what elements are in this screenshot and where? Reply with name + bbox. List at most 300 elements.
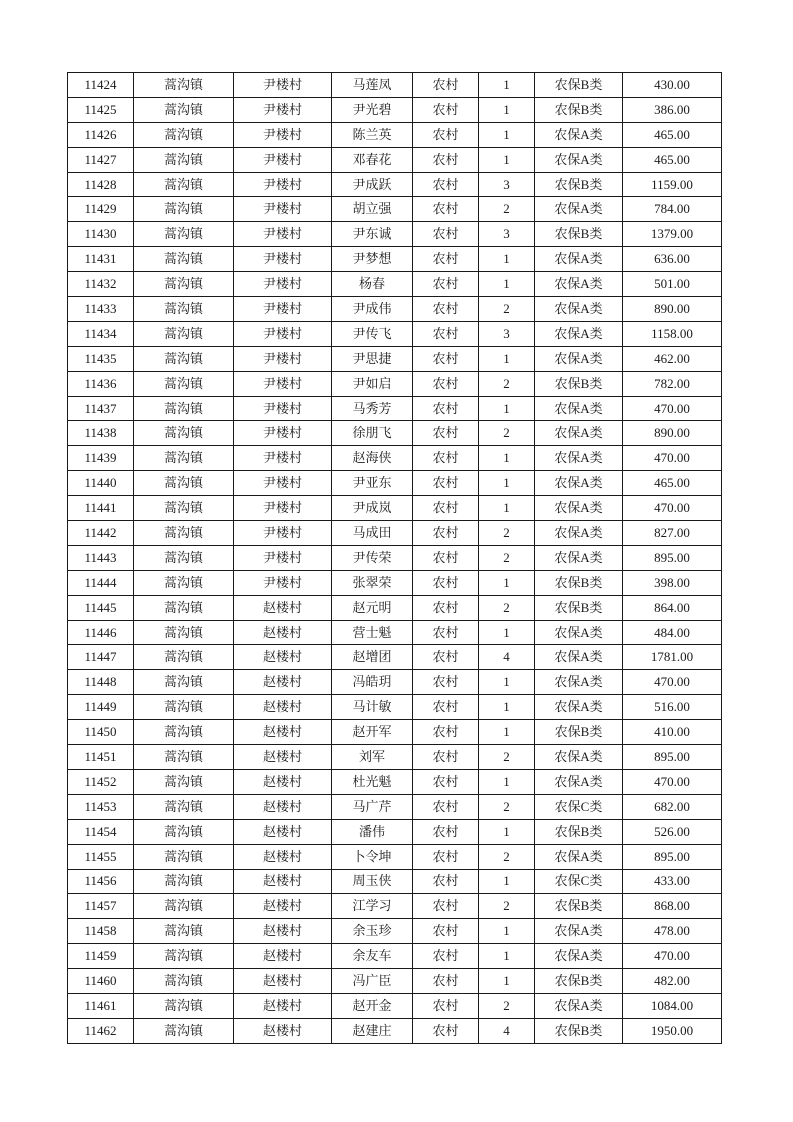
cell-village: 尹楼村 — [234, 122, 332, 147]
cell-insurance-category: 农保B类 — [535, 819, 623, 844]
cell-serial-number: 11437 — [68, 396, 134, 421]
cell-residence-type: 农村 — [413, 321, 479, 346]
cell-household-count: 1 — [479, 272, 535, 297]
cell-residence-type: 农村 — [413, 521, 479, 546]
cell-person-name: 潘伟 — [332, 819, 413, 844]
cell-household-count: 1 — [479, 122, 535, 147]
cell-village: 尹楼村 — [234, 446, 332, 471]
cell-insurance-category: 农保C类 — [535, 869, 623, 894]
cell-person-name: 徐朋飞 — [332, 421, 413, 446]
cell-person-name: 周玉侠 — [332, 869, 413, 894]
cell-town: 蒿沟镇 — [134, 545, 234, 570]
cell-serial-number: 11433 — [68, 297, 134, 322]
cell-household-count: 3 — [479, 172, 535, 197]
cell-town: 蒿沟镇 — [134, 122, 234, 147]
cell-town: 蒿沟镇 — [134, 869, 234, 894]
table-row — [68, 1018, 722, 1043]
cell-residence-type: 农村 — [413, 794, 479, 819]
cell-residence-type: 农村 — [413, 147, 479, 172]
cell-serial-number: 11436 — [68, 371, 134, 396]
cell-village: 赵楼村 — [234, 844, 332, 869]
table-row — [68, 570, 722, 595]
cell-person-name: 杨春 — [332, 272, 413, 297]
cell-village: 尹楼村 — [234, 272, 332, 297]
cell-person-name: 尹传荣 — [332, 545, 413, 570]
cell-serial-number: 11435 — [68, 346, 134, 371]
table-row — [68, 894, 722, 919]
table-row — [68, 620, 722, 645]
cell-amount: 465.00 — [623, 471, 722, 496]
cell-serial-number: 11458 — [68, 919, 134, 944]
cell-person-name: 尹成伟 — [332, 297, 413, 322]
cell-person-name: 马秀芳 — [332, 396, 413, 421]
cell-amount: 1950.00 — [623, 1018, 722, 1043]
table-row — [68, 197, 722, 222]
cell-insurance-category: 农保A类 — [535, 446, 623, 471]
cell-household-count: 1 — [479, 620, 535, 645]
cell-serial-number: 11427 — [68, 147, 134, 172]
cell-amount: 470.00 — [623, 769, 722, 794]
table-row — [68, 321, 722, 346]
cell-insurance-category: 农保B类 — [535, 222, 623, 247]
cell-serial-number: 11440 — [68, 471, 134, 496]
cell-person-name: 马广芹 — [332, 794, 413, 819]
cell-town: 蒿沟镇 — [134, 1018, 234, 1043]
cell-amount: 470.00 — [623, 944, 722, 969]
cell-insurance-category: 农保B类 — [535, 720, 623, 745]
cell-residence-type: 农村 — [413, 844, 479, 869]
cell-person-name: 胡立强 — [332, 197, 413, 222]
cell-town: 蒿沟镇 — [134, 471, 234, 496]
cell-household-count: 1 — [479, 446, 535, 471]
table-row — [68, 695, 722, 720]
cell-village: 尹楼村 — [234, 570, 332, 595]
cell-insurance-category: 农保B类 — [535, 1018, 623, 1043]
cell-household-count: 3 — [479, 222, 535, 247]
cell-insurance-category: 农保C类 — [535, 794, 623, 819]
table-row — [68, 471, 722, 496]
cell-residence-type: 农村 — [413, 869, 479, 894]
cell-town: 蒿沟镇 — [134, 297, 234, 322]
cell-household-count: 2 — [479, 297, 535, 322]
cell-town: 蒿沟镇 — [134, 670, 234, 695]
cell-person-name: 马成田 — [332, 521, 413, 546]
cell-town: 蒿沟镇 — [134, 73, 234, 98]
cell-amount: 516.00 — [623, 695, 722, 720]
cell-person-name: 杜光魁 — [332, 769, 413, 794]
cell-serial-number: 11425 — [68, 97, 134, 122]
cell-town: 蒿沟镇 — [134, 595, 234, 620]
cell-town: 蒿沟镇 — [134, 172, 234, 197]
cell-amount: 386.00 — [623, 97, 722, 122]
cell-village: 尹楼村 — [234, 197, 332, 222]
cell-insurance-category: 农保A类 — [535, 297, 623, 322]
cell-insurance-category: 农保B类 — [535, 371, 623, 396]
cell-village: 赵楼村 — [234, 620, 332, 645]
cell-town: 蒿沟镇 — [134, 794, 234, 819]
cell-amount: 890.00 — [623, 297, 722, 322]
cell-insurance-category: 农保B类 — [535, 570, 623, 595]
cell-amount: 470.00 — [623, 670, 722, 695]
cell-household-count: 2 — [479, 745, 535, 770]
cell-person-name: 尹光碧 — [332, 97, 413, 122]
cell-serial-number: 11454 — [68, 819, 134, 844]
cell-household-count: 2 — [479, 993, 535, 1018]
cell-residence-type: 农村 — [413, 769, 479, 794]
cell-village: 尹楼村 — [234, 247, 332, 272]
cell-person-name: 邓春花 — [332, 147, 413, 172]
cell-village: 赵楼村 — [234, 670, 332, 695]
table-row — [68, 521, 722, 546]
cell-serial-number: 11450 — [68, 720, 134, 745]
cell-town: 蒿沟镇 — [134, 695, 234, 720]
cell-person-name: 余玉珍 — [332, 919, 413, 944]
cell-residence-type: 农村 — [413, 745, 479, 770]
cell-household-count: 2 — [479, 595, 535, 620]
cell-insurance-category: 农保A类 — [535, 272, 623, 297]
table-row — [68, 396, 722, 421]
table-row — [68, 496, 722, 521]
cell-residence-type: 农村 — [413, 371, 479, 396]
cell-village: 尹楼村 — [234, 421, 332, 446]
cell-person-name: 赵开金 — [332, 993, 413, 1018]
cell-serial-number: 11441 — [68, 496, 134, 521]
cell-serial-number: 11462 — [68, 1018, 134, 1043]
cell-amount: 895.00 — [623, 745, 722, 770]
cell-insurance-category: 农保A类 — [535, 147, 623, 172]
cell-village: 赵楼村 — [234, 645, 332, 670]
cell-residence-type: 农村 — [413, 272, 479, 297]
cell-town: 蒿沟镇 — [134, 396, 234, 421]
cell-town: 蒿沟镇 — [134, 371, 234, 396]
cell-amount: 398.00 — [623, 570, 722, 595]
cell-insurance-category: 农保A类 — [535, 944, 623, 969]
cell-town: 蒿沟镇 — [134, 993, 234, 1018]
cell-town: 蒿沟镇 — [134, 496, 234, 521]
cell-residence-type: 农村 — [413, 1018, 479, 1043]
cell-insurance-category: 农保A类 — [535, 521, 623, 546]
cell-serial-number: 11442 — [68, 521, 134, 546]
cell-village: 赵楼村 — [234, 969, 332, 994]
cell-person-name: 马莲凤 — [332, 73, 413, 98]
cell-serial-number: 11449 — [68, 695, 134, 720]
cell-insurance-category: 农保A类 — [535, 919, 623, 944]
cell-serial-number: 11429 — [68, 197, 134, 222]
table-row — [68, 969, 722, 994]
cell-village: 赵楼村 — [234, 919, 332, 944]
cell-amount: 1781.00 — [623, 645, 722, 670]
cell-insurance-category: 农保A类 — [535, 247, 623, 272]
cell-residence-type: 农村 — [413, 297, 479, 322]
cell-village: 尹楼村 — [234, 521, 332, 546]
cell-amount: 784.00 — [623, 197, 722, 222]
cell-amount: 430.00 — [623, 73, 722, 98]
cell-village: 尹楼村 — [234, 172, 332, 197]
cell-town: 蒿沟镇 — [134, 769, 234, 794]
cell-serial-number: 11453 — [68, 794, 134, 819]
cell-residence-type: 农村 — [413, 620, 479, 645]
cell-person-name: 尹成跃 — [332, 172, 413, 197]
cell-village: 尹楼村 — [234, 545, 332, 570]
table-row — [68, 371, 722, 396]
cell-person-name: 赵元明 — [332, 595, 413, 620]
cell-amount: 868.00 — [623, 894, 722, 919]
cell-serial-number: 11456 — [68, 869, 134, 894]
cell-serial-number: 11426 — [68, 122, 134, 147]
table-row — [68, 122, 722, 147]
cell-serial-number: 11460 — [68, 969, 134, 994]
cell-insurance-category: 农保A类 — [535, 769, 623, 794]
cell-household-count: 1 — [479, 819, 535, 844]
cell-residence-type: 农村 — [413, 172, 479, 197]
cell-serial-number: 11457 — [68, 894, 134, 919]
table-row — [68, 147, 722, 172]
cell-residence-type: 农村 — [413, 695, 479, 720]
cell-residence-type: 农村 — [413, 595, 479, 620]
cell-amount: 470.00 — [623, 446, 722, 471]
cell-residence-type: 农村 — [413, 819, 479, 844]
cell-serial-number: 11424 — [68, 73, 134, 98]
cell-residence-type: 农村 — [413, 545, 479, 570]
cell-town: 蒿沟镇 — [134, 969, 234, 994]
cell-residence-type: 农村 — [413, 670, 479, 695]
cell-person-name: 张翠荣 — [332, 570, 413, 595]
cell-serial-number: 11448 — [68, 670, 134, 695]
cell-insurance-category: 农保A类 — [535, 745, 623, 770]
cell-village: 赵楼村 — [234, 720, 332, 745]
table-row — [68, 272, 722, 297]
cell-amount: 636.00 — [623, 247, 722, 272]
cell-residence-type: 农村 — [413, 73, 479, 98]
table-row — [68, 993, 722, 1018]
cell-household-count: 1 — [479, 944, 535, 969]
cell-household-count: 1 — [479, 471, 535, 496]
cell-household-count: 1 — [479, 396, 535, 421]
cell-person-name: 马计敏 — [332, 695, 413, 720]
table-row — [68, 222, 722, 247]
cell-village: 赵楼村 — [234, 695, 332, 720]
cell-amount: 470.00 — [623, 396, 722, 421]
cell-insurance-category: 农保A类 — [535, 421, 623, 446]
cell-residence-type: 农村 — [413, 247, 479, 272]
table-row — [68, 346, 722, 371]
cell-household-count: 2 — [479, 844, 535, 869]
cell-insurance-category: 农保B类 — [535, 172, 623, 197]
cell-town: 蒿沟镇 — [134, 894, 234, 919]
cell-serial-number: 11443 — [68, 545, 134, 570]
cell-residence-type: 农村 — [413, 346, 479, 371]
table-row — [68, 944, 722, 969]
table-row — [68, 297, 722, 322]
cell-insurance-category: 农保A类 — [535, 545, 623, 570]
cell-person-name: 尹亚东 — [332, 471, 413, 496]
cell-household-count: 1 — [479, 969, 535, 994]
cell-residence-type: 农村 — [413, 570, 479, 595]
cell-serial-number: 11451 — [68, 745, 134, 770]
cell-household-count: 1 — [479, 496, 535, 521]
cell-insurance-category: 农保A类 — [535, 844, 623, 869]
cell-insurance-category: 农保A类 — [535, 993, 623, 1018]
cell-amount: 465.00 — [623, 122, 722, 147]
cell-town: 蒿沟镇 — [134, 819, 234, 844]
cell-insurance-category: 农保A类 — [535, 396, 623, 421]
cell-residence-type: 农村 — [413, 919, 479, 944]
cell-village: 尹楼村 — [234, 371, 332, 396]
cell-residence-type: 农村 — [413, 122, 479, 147]
cell-amount: 1158.00 — [623, 321, 722, 346]
cell-village: 尹楼村 — [234, 496, 332, 521]
cell-person-name: 赵海侠 — [332, 446, 413, 471]
cell-person-name: 陈兰英 — [332, 122, 413, 147]
cell-amount: 895.00 — [623, 545, 722, 570]
cell-insurance-category: 农保A类 — [535, 695, 623, 720]
table-row — [68, 769, 722, 794]
cell-person-name: 冯广臣 — [332, 969, 413, 994]
cell-insurance-category: 农保A类 — [535, 122, 623, 147]
cell-village: 尹楼村 — [234, 471, 332, 496]
cell-household-count: 2 — [479, 421, 535, 446]
cell-town: 蒿沟镇 — [134, 720, 234, 745]
cell-town: 蒿沟镇 — [134, 919, 234, 944]
cell-amount: 501.00 — [623, 272, 722, 297]
cell-village: 尹楼村 — [234, 396, 332, 421]
cell-town: 蒿沟镇 — [134, 147, 234, 172]
table-row — [68, 247, 722, 272]
cell-insurance-category: 农保B类 — [535, 595, 623, 620]
cell-village: 赵楼村 — [234, 894, 332, 919]
cell-serial-number: 11432 — [68, 272, 134, 297]
cell-town: 蒿沟镇 — [134, 645, 234, 670]
table-row — [68, 595, 722, 620]
cell-residence-type: 农村 — [413, 97, 479, 122]
cell-serial-number: 11431 — [68, 247, 134, 272]
cell-household-count: 1 — [479, 670, 535, 695]
cell-serial-number: 11452 — [68, 769, 134, 794]
cell-amount: 478.00 — [623, 919, 722, 944]
cell-household-count: 1 — [479, 97, 535, 122]
cell-amount: 484.00 — [623, 620, 722, 645]
table-row — [68, 844, 722, 869]
cell-residence-type: 农村 — [413, 421, 479, 446]
cell-village: 尹楼村 — [234, 147, 332, 172]
cell-residence-type: 农村 — [413, 944, 479, 969]
cell-serial-number: 11438 — [68, 421, 134, 446]
cell-person-name: 卜令坤 — [332, 844, 413, 869]
cell-town: 蒿沟镇 — [134, 446, 234, 471]
cell-person-name: 尹思捷 — [332, 346, 413, 371]
cell-serial-number: 11445 — [68, 595, 134, 620]
table-row — [68, 446, 722, 471]
cell-town: 蒿沟镇 — [134, 745, 234, 770]
cell-town: 蒿沟镇 — [134, 844, 234, 869]
table-row — [68, 919, 722, 944]
cell-amount: 410.00 — [623, 720, 722, 745]
cell-town: 蒿沟镇 — [134, 570, 234, 595]
cell-town: 蒿沟镇 — [134, 521, 234, 546]
cell-village: 赵楼村 — [234, 944, 332, 969]
cell-household-count: 4 — [479, 645, 535, 670]
cell-village: 赵楼村 — [234, 993, 332, 1018]
cell-household-count: 1 — [479, 73, 535, 98]
cell-amount: 433.00 — [623, 869, 722, 894]
cell-amount: 682.00 — [623, 794, 722, 819]
cell-insurance-category: 农保B类 — [535, 73, 623, 98]
cell-serial-number: 11439 — [68, 446, 134, 471]
cell-person-name: 江学习 — [332, 894, 413, 919]
cell-household-count: 4 — [479, 1018, 535, 1043]
cell-amount: 1379.00 — [623, 222, 722, 247]
cell-residence-type: 农村 — [413, 396, 479, 421]
cell-insurance-category: 农保A类 — [535, 471, 623, 496]
table-row — [68, 421, 722, 446]
cell-person-name: 余友车 — [332, 944, 413, 969]
cell-town: 蒿沟镇 — [134, 247, 234, 272]
cell-village: 赵楼村 — [234, 794, 332, 819]
cell-insurance-category: 农保A类 — [535, 346, 623, 371]
cell-village: 尹楼村 — [234, 297, 332, 322]
cell-amount: 462.00 — [623, 346, 722, 371]
cell-household-count: 1 — [479, 346, 535, 371]
cell-amount: 864.00 — [623, 595, 722, 620]
cell-residence-type: 农村 — [413, 471, 479, 496]
cell-serial-number: 11461 — [68, 993, 134, 1018]
cell-village: 尹楼村 — [234, 346, 332, 371]
cell-town: 蒿沟镇 — [134, 272, 234, 297]
cell-household-count: 1 — [479, 869, 535, 894]
cell-insurance-category: 农保A类 — [535, 670, 623, 695]
cell-household-count: 2 — [479, 545, 535, 570]
cell-residence-type: 农村 — [413, 222, 479, 247]
cell-amount: 890.00 — [623, 421, 722, 446]
cell-village: 赵楼村 — [234, 819, 332, 844]
cell-household-count: 1 — [479, 720, 535, 745]
cell-serial-number: 11444 — [68, 570, 134, 595]
cell-person-name: 尹如启 — [332, 371, 413, 396]
cell-residence-type: 农村 — [413, 969, 479, 994]
cell-household-count: 1 — [479, 695, 535, 720]
cell-amount: 895.00 — [623, 844, 722, 869]
cell-insurance-category: 农保B类 — [535, 97, 623, 122]
cell-residence-type: 农村 — [413, 993, 479, 1018]
cell-serial-number: 11446 — [68, 620, 134, 645]
cell-residence-type: 农村 — [413, 496, 479, 521]
cell-person-name: 赵开军 — [332, 720, 413, 745]
cell-amount: 827.00 — [623, 521, 722, 546]
roster-table — [67, 72, 722, 1044]
cell-household-count: 1 — [479, 769, 535, 794]
cell-serial-number: 11430 — [68, 222, 134, 247]
cell-amount: 1159.00 — [623, 172, 722, 197]
cell-serial-number: 11447 — [68, 645, 134, 670]
cell-residence-type: 农村 — [413, 894, 479, 919]
table-row — [68, 745, 722, 770]
cell-village: 尹楼村 — [234, 97, 332, 122]
cell-village: 赵楼村 — [234, 745, 332, 770]
cell-town: 蒿沟镇 — [134, 197, 234, 222]
cell-town: 蒿沟镇 — [134, 944, 234, 969]
cell-household-count: 1 — [479, 247, 535, 272]
table-row — [68, 869, 722, 894]
cell-household-count: 1 — [479, 919, 535, 944]
cell-town: 蒿沟镇 — [134, 346, 234, 371]
cell-residence-type: 农村 — [413, 446, 479, 471]
table-row — [68, 73, 722, 98]
cell-serial-number: 11455 — [68, 844, 134, 869]
cell-town: 蒿沟镇 — [134, 620, 234, 645]
cell-person-name: 尹东诚 — [332, 222, 413, 247]
cell-village: 赵楼村 — [234, 869, 332, 894]
cell-town: 蒿沟镇 — [134, 222, 234, 247]
